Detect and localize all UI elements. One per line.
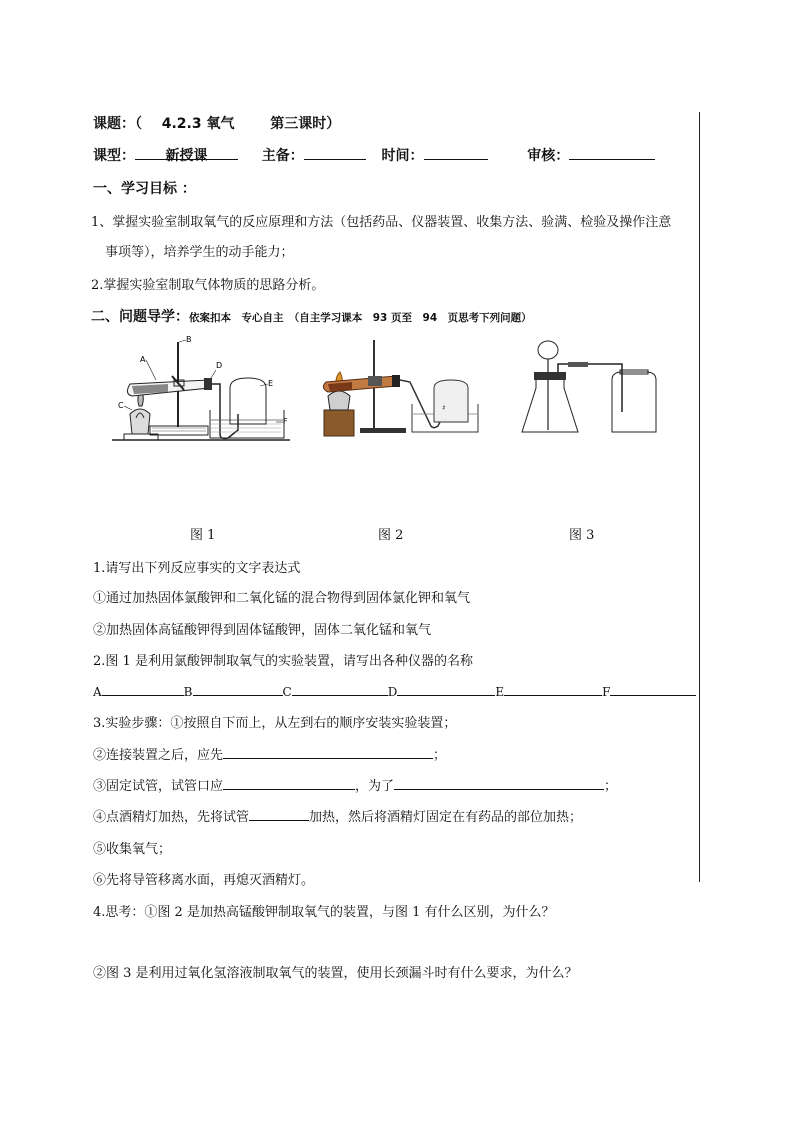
goal2: 2.掌握实验室制取气体物质的思路分析。: [91, 278, 325, 293]
fig1-letter-d: D: [216, 361, 223, 370]
step-4: [93, 806, 582, 825]
step-3-mid: ，为了: [355, 779, 395, 794]
blank-label-e: E: [495, 685, 505, 699]
fig1-letter-f: F: [283, 417, 288, 426]
prep-field[interactable]: [304, 145, 366, 160]
question-1a: ①通过加热固体氯酸钾和二氧化锰的混合物得到固体氯化钾和氧气: [93, 591, 471, 606]
type-value: 新授课: [165, 148, 208, 164]
question-1b: ②加热固体高锰酸钾得到固体锰酸钾，固体二氧化锰和氧气: [93, 623, 432, 638]
fig1-letter-c: C: [118, 401, 124, 410]
right-margin-line: [699, 112, 700, 882]
step-2-end: ；: [433, 748, 447, 763]
goal1-line1: 1、掌握实验室制取氧气的反应原理和方法（包括药品、仪器装置、收集方法、验满、检验及操作注意: [91, 215, 672, 230]
review-label: 审核：: [527, 148, 570, 164]
blank-label-d: D: [387, 685, 398, 699]
figure-3-drawing: [520, 340, 665, 436]
type-value-field[interactable]: [135, 145, 238, 164]
topic-line: [93, 113, 340, 133]
figure-3-caption: 图 3: [569, 528, 595, 543]
time-label: 时间：: [381, 148, 424, 164]
section1-title: 一、学习目标 ：: [93, 181, 196, 197]
goal1-line2: 事项等），培养学生的动手能力；: [105, 245, 294, 260]
figure-2-drawing: [322, 330, 480, 438]
blank-label-b: B: [183, 685, 193, 699]
fig1-letter-e: E: [268, 379, 274, 388]
step-3-blank-2[interactable]: [394, 775, 604, 790]
figure-2-caption: 图 2: [378, 528, 404, 543]
topic-label: 课题：（: [93, 116, 142, 132]
step-3-text: ③固定试管，试管口应: [93, 779, 224, 794]
blank-c[interactable]: [292, 681, 388, 696]
blank-label-c: C: [282, 685, 292, 699]
meta-line: [93, 145, 655, 165]
section2-subtitle: 依案扣本 专心自主 （自主学习课本 93 页至 94 页思考下列问题）: [189, 312, 532, 324]
fig1-letter-a: A: [140, 355, 146, 364]
blank-d[interactable]: [397, 681, 495, 696]
question-1: 1.请写出下列反应事实的文字表达式: [93, 561, 301, 576]
blank-f[interactable]: [610, 681, 696, 696]
blank-e[interactable]: [504, 681, 602, 696]
question-4: 4.思考：①图 2 是加热高锰酸钾制取氧气的装置，与图 1 有什么区别，为什么？: [93, 905, 555, 920]
type-label: 课型：: [93, 148, 135, 164]
figure-1-drawing: [112, 334, 290, 446]
question-2: 2.图 1 是利用氯酸钾制取氧气的实验装置，请写出各种仪器的名称: [93, 654, 473, 669]
step-4-end: 加热，然后将酒精灯固定在有药品的部位加热；: [309, 810, 583, 825]
step-3-end: ；: [604, 779, 618, 794]
question-3: 3.实验步骤：①按照自下而上，从左到右的顺序安装实验装置；: [93, 716, 457, 731]
prep-label: 主备：: [261, 148, 304, 164]
fig1-letter-b: B: [186, 335, 192, 344]
blank-label-a: A: [93, 685, 102, 699]
question-4b: ②图 3 是利用过氧化氢溶液制取氧气的装置，使用长颈漏斗时有什么要求，为什么？: [93, 966, 578, 981]
time-field[interactable]: [424, 145, 488, 160]
blank-b[interactable]: [193, 681, 283, 696]
review-field[interactable]: [569, 145, 655, 160]
step-3: [93, 775, 617, 794]
step-5: ⑤收集氧气；: [93, 842, 172, 857]
step-4-text: ④点酒精灯加热，先将试管: [93, 810, 250, 825]
topic-code: 4.2.3 氧气: [161, 116, 235, 132]
blank-a[interactable]: [102, 681, 184, 696]
step-3-blank-1[interactable]: [223, 775, 355, 790]
step-2-blank[interactable]: [223, 744, 433, 759]
svg-text:♯: ♯: [442, 404, 446, 412]
step-2: [93, 744, 446, 763]
instrument-blanks: [93, 681, 696, 699]
step-2-text: ②连接装置之后，应先: [93, 748, 224, 763]
step-6: ⑥先将导管移离水面，再熄灭酒精灯。: [93, 873, 315, 888]
section2-title: 二、问题导学：: [91, 309, 189, 325]
step-4-blank[interactable]: [249, 806, 309, 821]
figure-1-caption: 图 1: [190, 528, 216, 543]
blank-label-f: F: [602, 685, 611, 699]
section2-header: [91, 306, 532, 326]
topic-session: 第三课时）: [270, 116, 341, 132]
